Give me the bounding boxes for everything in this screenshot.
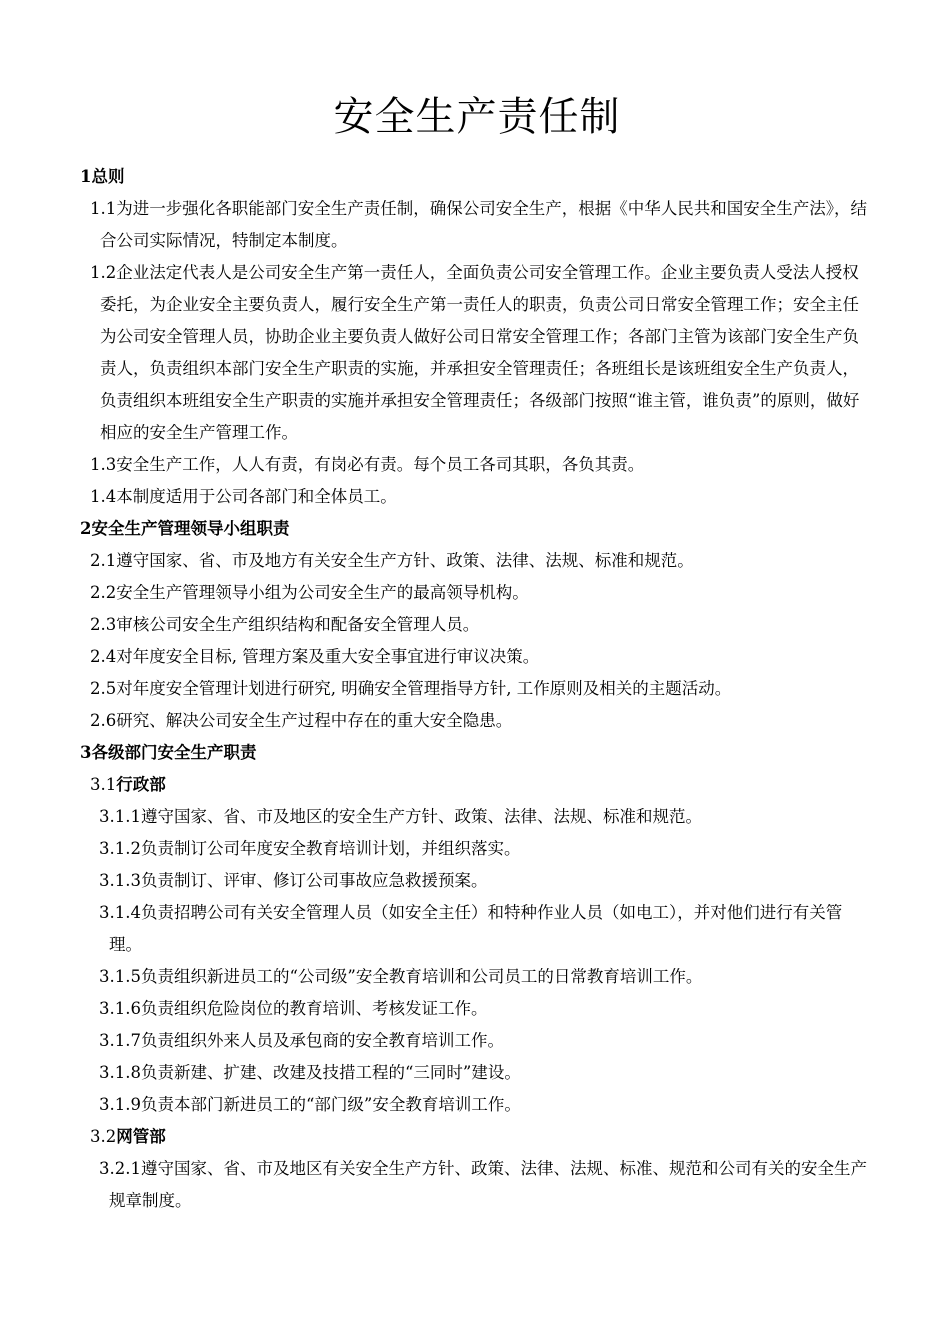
subsection-name: 网管部 (116, 1127, 166, 1146)
clause: 3.1.7负责组织外来人员及承包商的安全教育培训工作。 (99, 1031, 504, 1050)
clause: 3.1.9负责本部门新进员工的“部门级”安全教育培训工作。 (99, 1095, 521, 1114)
clause: 2.5对年度安全管理计划进行研究, 明确安全管理指导方针, 工作原则及相关的主题活动。 (90, 679, 732, 698)
section-heading: 2安全生产管理领导小组职责 (80, 519, 290, 538)
clause: 1.3安全生产工作，人人有责，有岗必有责。每个员工各司其职，各负其责。 (90, 455, 645, 474)
clause: 3.1.2负责制订公司年度安全教育培训计划，并组织落实。 (99, 839, 521, 858)
clause: 1.2企业法定代表人是公司安全生产第一责任人，全面负责公司安全管理工作。企业主要负责人受法人授权委托，为企业安全主要负责人，履行安全生产第一责任人的职责，负责公司日常安全管理工作；安全主任为公司安全管理人员，协助企业主要负责人做好公司日常安全管理工作；各部门主管为该部门安全生产负责人，负责组织本部门安全生产职责的实施，并承担安全管理责任；各班组长是该班组安全生产负责人，负责组织本班组安全生产职责的实施并承担安全管理责任；各级部门按照“谁主管，谁负责”的原则，做好相应的安全生产管理工作。 (90, 263, 860, 442)
subsection-heading (80, 769, 874, 801)
subsection-number: 3.2 (90, 1127, 117, 1146)
subsection-number: 3.1 (90, 775, 117, 794)
document-title: 安全生产责任制 (333, 94, 621, 140)
clause: 3.2.1遵守国家、省、市及地区有关安全生产方针、政策、法律、法规、标准、规范和公司有关的安全生产规章制度。 (99, 1159, 867, 1210)
clause: 2.4对年度安全目标, 管理方案及重大安全事宜进行审议决策。 (90, 647, 540, 666)
clause: 3.1.4负责招聘公司有关安全管理人员（如安全主任）和特种作业人员（如电工），并对他们进行有关管理。 (99, 903, 843, 954)
clause: 2.6研究、解决公司安全生产过程中存在的重大安全隐患。 (90, 711, 513, 730)
subsection-heading (80, 1121, 874, 1153)
section-heading: 1总则 (80, 167, 125, 186)
subsection-name: 行政部 (116, 775, 166, 794)
clause: 3.1.8负责新建、扩建、改建及技措工程的“三同时”建设。 (99, 1063, 521, 1082)
clause: 3.1.3负责制订、评审、修订公司事故应急救援预案。 (99, 871, 488, 890)
clause: 2.3审核公司安全生产组织结构和配备安全管理人员。 (90, 615, 480, 634)
clause: 3.1.5负责组织新进员工的“公司级”安全教育培训和公司员工的日常教育培训工作。 (99, 967, 703, 986)
clause: 2.2安全生产管理领导小组为公司安全生产的最高领导机构。 (90, 583, 529, 602)
clause: 1.1为进一步强化各职能部门安全生产责任制，确保公司安全生产，根据《中华人民共和国安全生产法》，结合公司实际情况，特制定本制度。 (90, 199, 867, 250)
clause: 3.1.1遵守国家、省、市及地区的安全生产方针、政策、法律、法规、标准和规范。 (99, 807, 702, 826)
clause: 2.1遵守国家、省、市及地方有关安全生产方针、政策、法律、法规、标准和规范。 (90, 551, 694, 570)
clause: 1.4本制度适用于公司各部门和全体员工。 (90, 487, 397, 506)
document-page (80, 85, 874, 1217)
section-heading: 3各级部门安全生产职责 (80, 743, 257, 762)
clause: 3.1.6负责组织危险岗位的教育培训、考核发证工作。 (99, 999, 488, 1018)
